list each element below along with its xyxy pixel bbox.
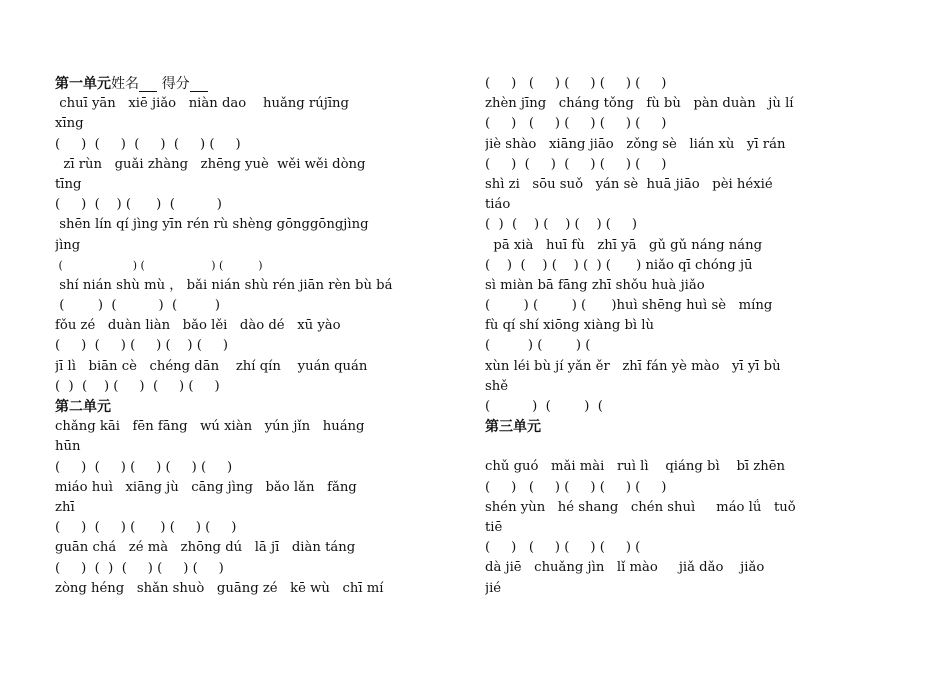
- pinyin-line: fù qí shí xiōng xiàng bì lù: [485, 318, 655, 334]
- pinyin-line: chuī yān xiē jiǎo niàn dao huǎng rújīng: [55, 96, 349, 112]
- pinyin-line: jiè shào xiāng jiāo zǒng sè lián xù yī rán: [485, 136, 786, 152]
- pinyin-line: zī rùn guǎi zhàng zhēng yuè wěi wěi dòng: [55, 156, 366, 172]
- pinyin-line: chǎng kāi fēn fāng wú xiàn yún jǐn huáng: [55, 419, 365, 435]
- score-label: 得分: [161, 76, 190, 92]
- answer-blanks[interactable]: ( ) ( ) ( ) ( ) ( ): [485, 217, 638, 233]
- pinyin-line: sì miàn bā fāng zhī shǒu huà jiǎo: [485, 277, 705, 293]
- unit-2-title: 第二单元: [55, 399, 111, 415]
- unit-1-header: [55, 74, 453, 94]
- spacer: [485, 437, 883, 457]
- name-blank[interactable]: [139, 77, 157, 92]
- score-blank[interactable]: [190, 77, 208, 92]
- pinyin-line: xùn léi bù jí yǎn ěr zhī fán yè mào yī yī bù: [485, 358, 781, 374]
- answer-blanks[interactable]: ( ) ( ) ( ) ( ) (: [485, 540, 641, 556]
- unit-3-title: 第三单元: [485, 419, 541, 436]
- pinyin-line: zhèn jīng cháng tǒng fù bù pàn duàn jù lí: [485, 96, 794, 112]
- answer-blanks[interactable]: ( ) ( ) ( ) ( ) ( ): [55, 560, 224, 576]
- pinyin-line: tiáo: [485, 197, 511, 213]
- pinyin-line: zhī: [55, 499, 75, 515]
- pinyin-line: shén yùn hé shang chén shuì máo lǘ tuǒ: [485, 499, 796, 515]
- pinyin-line: hūn: [55, 439, 81, 455]
- pinyin-line: shě: [485, 378, 509, 394]
- answer-blanks[interactable]: ( ) ( ) ( ) ( ) ( ) niǎo qī chóng jū: [485, 257, 753, 273]
- pinyin-line: dà jiē chuǎng jìn lǐ mào jiǎ dǎo jiǎo: [485, 560, 765, 576]
- pinyin-line: jié: [485, 580, 502, 596]
- pinyin-line: shì zi sōu suǒ yán sè huā jiāo pèi héxié: [485, 176, 773, 192]
- answer-blanks[interactable]: ( ) ( ) ( ) ( ) ( ): [485, 116, 667, 132]
- answer-blanks[interactable]: ( ) ( ) ( ) ( ) ( ): [485, 156, 667, 172]
- answer-blanks[interactable]: ( ) ( ) (: [485, 338, 591, 354]
- answer-blanks[interactable]: ( ) ( ) (: [485, 399, 603, 414]
- pinyin-line: shí nián shù mù ， bǎi nián shù rén jiān rèn bù bá: [55, 277, 393, 293]
- right-column: [485, 74, 883, 599]
- pinyin-line: guān chá zé mà zhōng dú lā jī diàn táng: [55, 540, 356, 556]
- pinyin-line: tīng: [55, 176, 82, 192]
- pinyin-line: jìng: [55, 237, 81, 253]
- answer-blanks[interactable]: ( ) ( ) ( ): [55, 298, 221, 314]
- unit-1-title: 第一单元: [55, 76, 111, 92]
- answer-blanks[interactable]: ( ) ( ) ( ) ( ): [55, 197, 222, 213]
- answer-blanks[interactable]: ( ) ( ) ( ) ( ) ( ): [485, 76, 667, 91]
- answer-blanks[interactable]: ( ) ( ) ( ): [55, 258, 263, 272]
- pinyin-line: chǔ guó mǎi mài ruì lì qiáng bì bī zhēn: [485, 459, 786, 475]
- answer-blanks[interactable]: ( ) ( ) ( ) ( ) ( ): [55, 459, 233, 475]
- pinyin-line: xīng: [55, 116, 84, 132]
- pinyin-line: shēn lín qí jìng yīn rén rù shèng gōnggōngjìng: [55, 217, 369, 233]
- answer-blanks[interactable]: ( ) ( ) ( ) ( ) ( ): [485, 479, 667, 495]
- pinyin-line: fǒu zé duàn liàn bǎo lěi dào dé xū yào: [55, 318, 341, 334]
- answer-blanks[interactable]: ( ) ( ) ( )huì shēng huì sè míng: [485, 298, 773, 314]
- pinyin-line: zòng héng shǎn shuò guāng zé kē wù chī mí: [55, 580, 384, 596]
- pinyin-line: miáo huì xiāng jù cāng jìng bǎo lǎn fǎng: [55, 479, 357, 495]
- pinyin-line: pā xià huī fù zhī yā gǔ gǔ náng náng: [485, 237, 763, 253]
- name-label: 姓名: [111, 76, 139, 92]
- left-column: [55, 74, 453, 599]
- answer-blanks[interactable]: ( ) ( ) ( ) ( ) ( ): [55, 378, 220, 394]
- pinyin-line: jī lì biān cè chéng dān zhí qín yuán quán: [55, 358, 368, 374]
- answer-blanks[interactable]: ( ) ( ) ( ) ( ) ( ): [55, 520, 237, 536]
- answer-blanks[interactable]: ( ) ( ) ( ) ( ) ( ): [55, 136, 241, 152]
- pinyin-line: tiē: [485, 519, 503, 535]
- answer-blanks[interactable]: ( ) ( ) ( ) ( ) ( ): [55, 338, 229, 354]
